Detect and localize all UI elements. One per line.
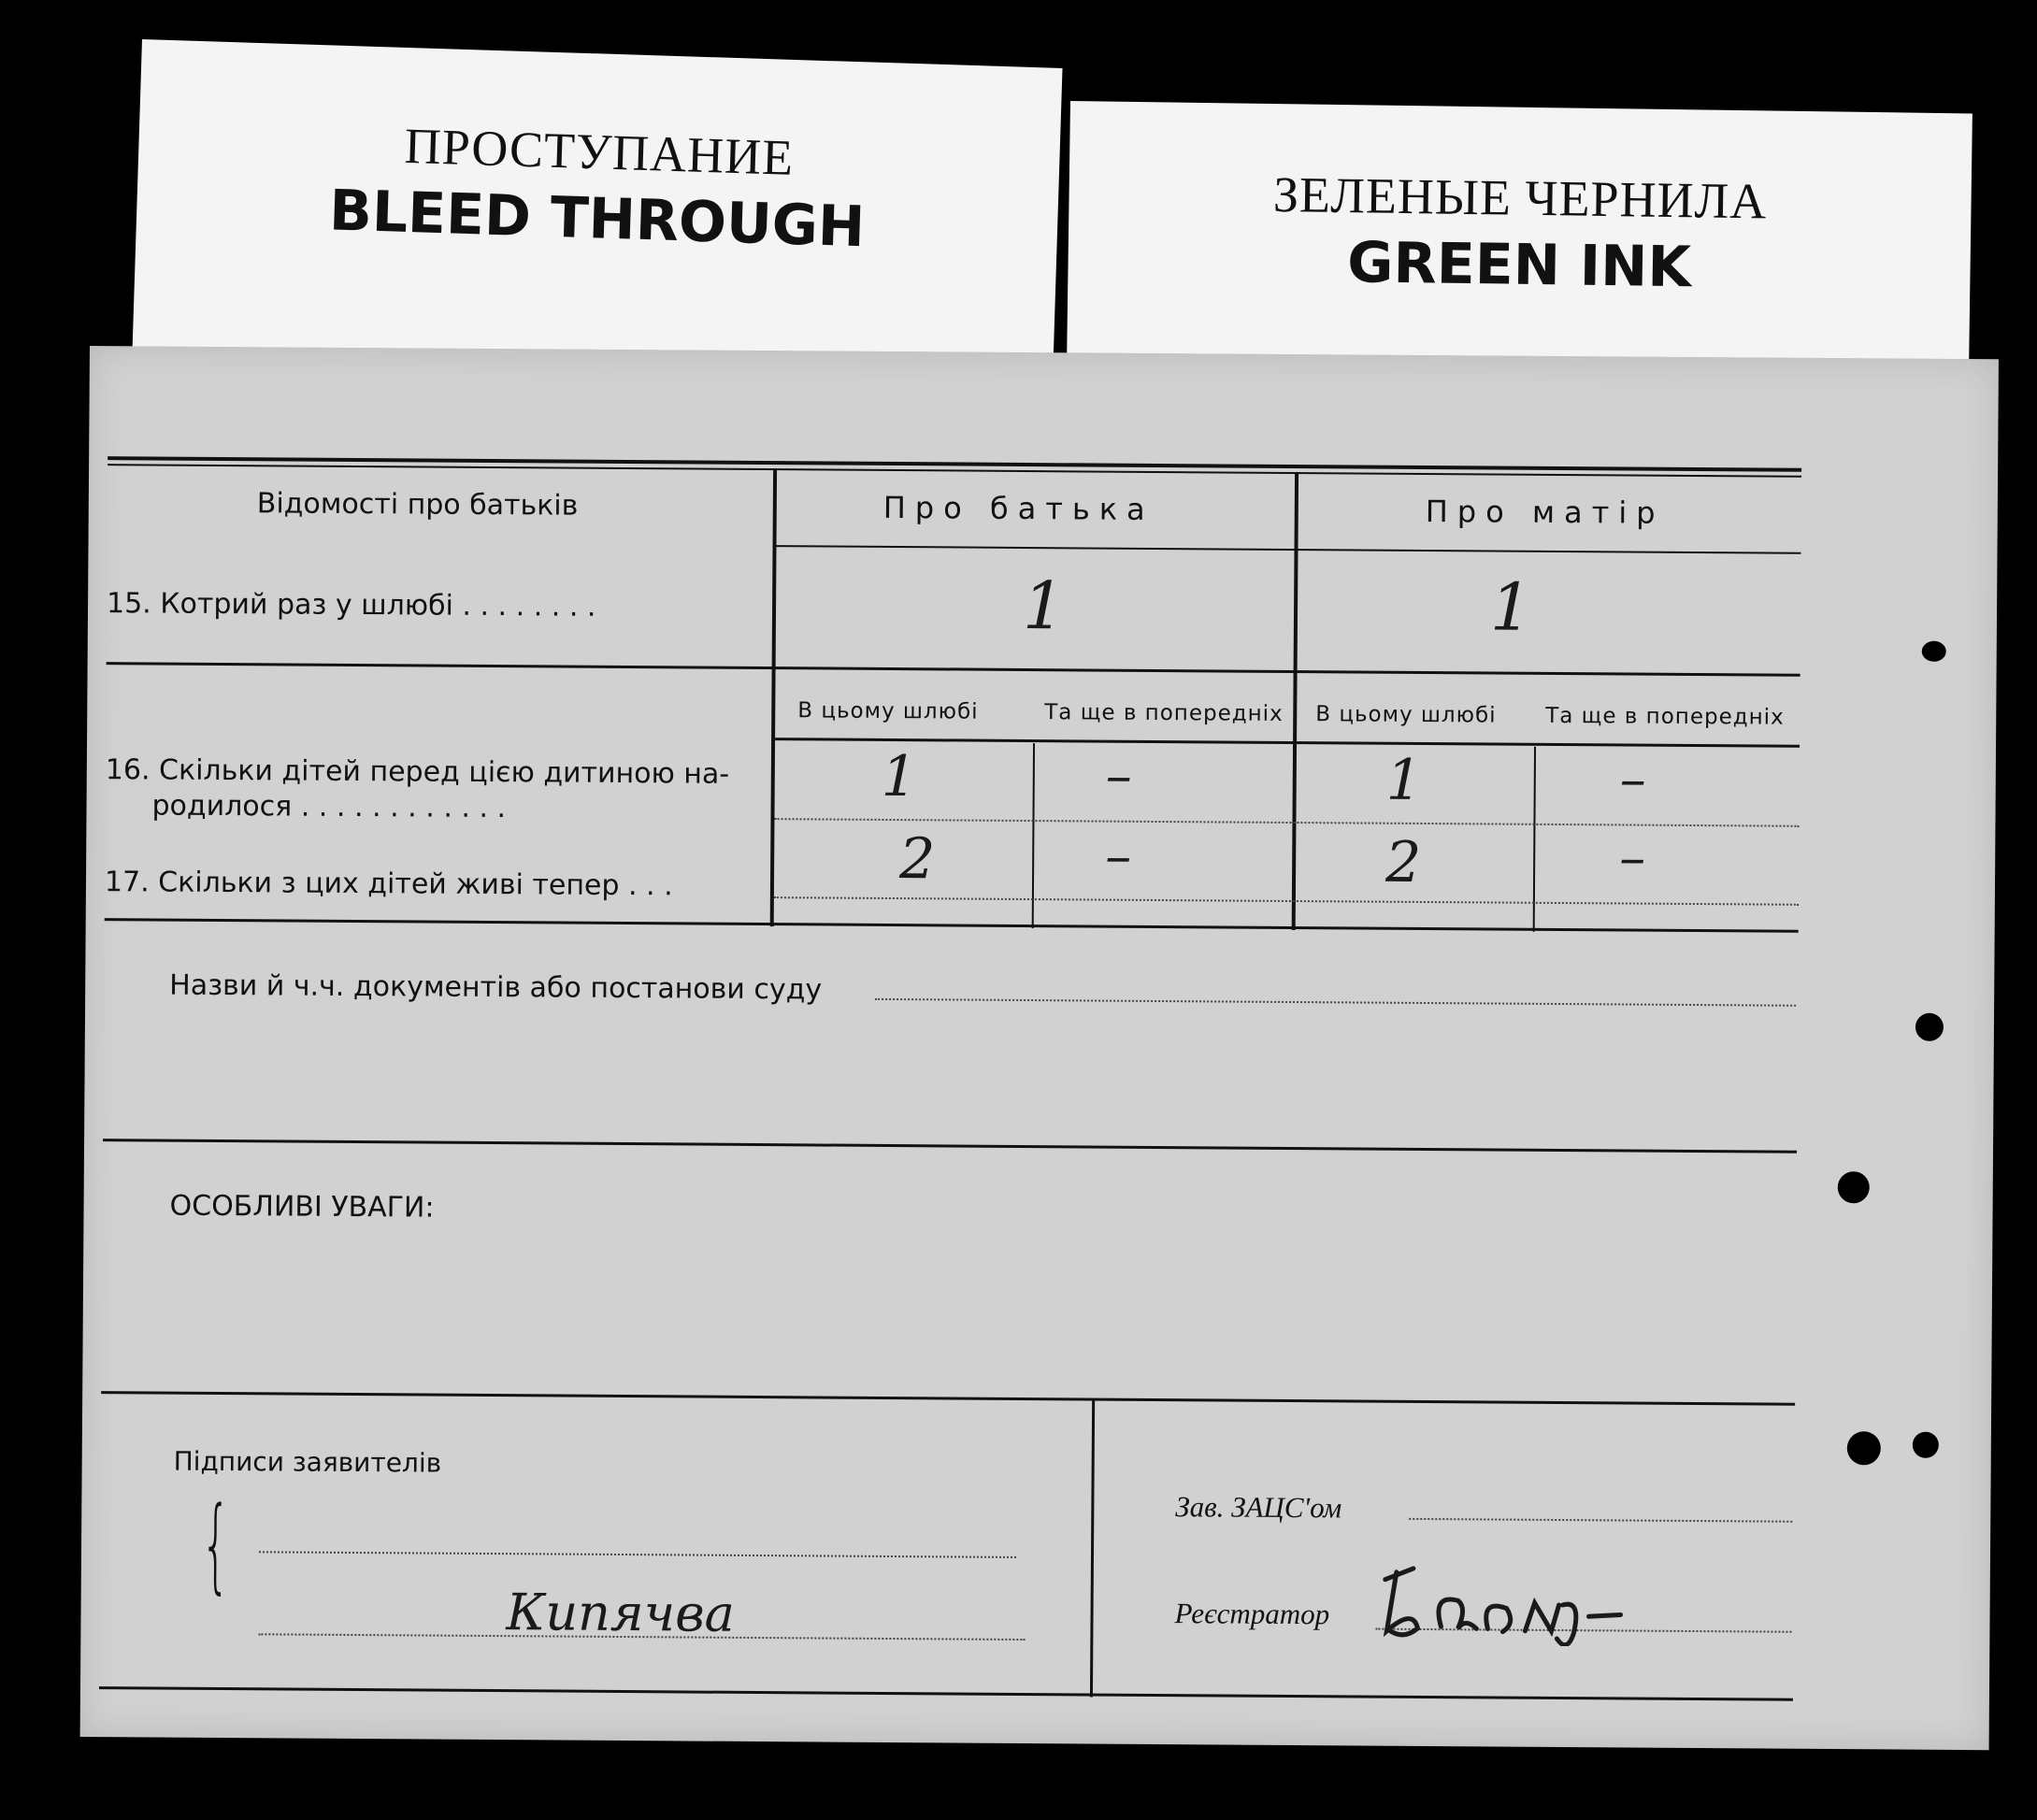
subheader-mother-previous: Та ще в попередніх [1545,703,1785,730]
green-ink-en-label: GREEN INK [1346,230,1692,301]
punch-hole-icon [1838,1171,1870,1203]
row16-label-line1: 16. Скільки дітей перед цією дитиною на- [105,753,730,791]
row16-father-this: 1 [881,743,918,810]
documents-dotted-line [875,998,1796,1007]
green-ink-ru-label: ЗЕЛЕНЫЕ ЧЕРНИЛА [1272,166,1768,230]
header-parents-info: Відомості про батьків [256,487,579,523]
head-label: Зав. ЗАЦС'ом [1175,1490,1342,1525]
row17-dotted-line [774,896,1799,906]
row15-label: 15. Котрий раз у шлюбі . . . . . . . . [106,587,596,623]
col-divider-2 [1292,472,1298,930]
row17-mother-this: 2 [1384,829,1422,896]
subheader-father-previous: Та ще в попередніх [1044,700,1284,726]
row15-rule [107,662,1800,677]
col-divider-1 [770,468,777,926]
row15-mother-value: 1 [1489,568,1532,646]
row17-mother-prev: – [1618,827,1646,889]
row16-mother-this: 1 [1385,747,1423,813]
punch-hole-icon [1847,1431,1881,1465]
bleed-through-ru-label: ПРОСТУПАНИЕ [403,117,796,186]
form-sheet [80,346,1999,1750]
notes-rule [101,1391,1795,1406]
row16-father-prev: – [1105,745,1133,807]
bleed-through-en-label: BLEED THROUGH [328,178,867,261]
subheader-father-this-marriage: В цьому шлюбі [797,698,979,724]
applicant-signature: Кипячва [506,1583,736,1643]
row16-mother-prev: – [1619,749,1647,810]
header-mother: Про матір [1425,493,1665,531]
row17-father-prev: – [1104,825,1132,887]
green-ink-card [1067,101,1972,394]
punch-hole-icon [1913,1432,1939,1458]
documents-rule [103,1139,1797,1154]
subheader-rule [775,738,1800,748]
applicants-label: Підписи заявителів [173,1445,442,1479]
applicant-line-1 [259,1551,1016,1558]
col-divider-father-sub [1032,743,1035,928]
row17-father-this: 2 [898,826,936,893]
bottom-rule [99,1686,1793,1701]
header-father: Про батька [882,489,1155,527]
punch-hole-icon [1922,641,1946,662]
registrar-signature-icon [1375,1542,1657,1647]
head-dotted-line [1409,1518,1792,1523]
subheader-mother-this-marriage: В цьому шлюбі [1315,702,1497,728]
col-divider-mother-sub [1533,747,1536,932]
applicants-brace: { [200,1483,231,1605]
row17-label: 17. Скільки з цих дітей живі тепер . . . [104,866,673,903]
notes-label: ОСОБЛИВІ УВАГИ: [169,1189,435,1225]
row15-father-value: 1 [1022,566,1065,645]
row17-rule [105,918,1799,933]
registrar-label: Реєстратор [1174,1597,1330,1631]
documents-label: Назви й ч.ч. документів або постанови суду [169,968,823,1007]
row16-label-line2: родилося . . . . . . . . . . . . [151,789,507,825]
signatures-divider [1090,1400,1095,1698]
punch-hole-icon [1915,1013,1944,1041]
header-rule [777,545,1801,554]
